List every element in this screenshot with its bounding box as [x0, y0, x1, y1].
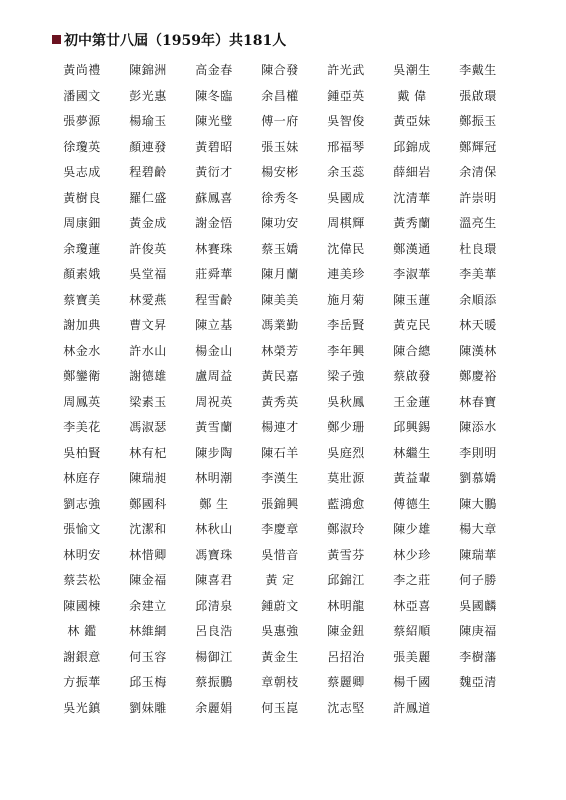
student-name: 鄭淑玲 — [327, 522, 365, 536]
student-name: 鍾亞英 — [327, 88, 365, 103]
student-name: 余麗娟 — [195, 700, 233, 715]
student-name: 楊御江 — [195, 649, 233, 664]
student-name: 馮業勤 — [261, 318, 299, 332]
student-name: 吳潮生 — [393, 63, 431, 77]
student-name: 陳玉蓮 — [393, 292, 431, 307]
student-name: 周棋輝 — [327, 216, 365, 230]
student-name: 李岳賢 — [327, 318, 365, 332]
student-name: 黃 定 — [265, 573, 295, 587]
student-name: 謝德雄 — [129, 369, 167, 383]
student-name: 楊連才 — [261, 420, 299, 434]
student-name: 黃秀蘭 — [393, 216, 431, 230]
student-name: 傅德生 — [393, 496, 431, 511]
student-name: 溫亮生 — [459, 216, 497, 230]
student-name: 陳合總 — [393, 343, 431, 358]
student-name: 章朝枝 — [261, 675, 299, 689]
student-name: 高金春 — [195, 63, 233, 77]
student-name: 吳智俊 — [327, 114, 365, 128]
student-name: 余建立 — [129, 598, 167, 613]
student-name: 黃碧昭 — [195, 139, 233, 154]
student-name: 林 鑑 — [67, 624, 97, 638]
student-name: 黃秀英 — [261, 394, 299, 409]
student-name: 林金水 — [63, 343, 101, 358]
student-name: 謝加典 — [63, 318, 101, 332]
student-name: 李則明 — [459, 445, 497, 460]
student-name: 鄭漢通 — [393, 241, 431, 256]
student-name: 施月菊 — [327, 292, 365, 307]
student-name: 鄭慶裕 — [459, 369, 497, 383]
student-name: 彭光惠 — [129, 88, 167, 103]
student-name: 張錦興 — [261, 496, 299, 511]
student-name: 邱清泉 — [195, 598, 233, 613]
student-name: 黃亞妹 — [393, 114, 431, 128]
student-name: 陳庚福 — [459, 624, 497, 638]
student-name: 莊舜華 — [195, 267, 233, 281]
student-name: 張美麗 — [393, 649, 431, 664]
student-name: 吳庭烈 — [327, 445, 365, 460]
student-name: 蔡啟發 — [393, 369, 431, 383]
student-name: 陳添水 — [459, 420, 497, 434]
student-name: 吳志成 — [63, 165, 101, 179]
student-name: 吳惜音 — [261, 547, 299, 562]
student-name: 周鳳英 — [63, 394, 101, 409]
student-name: 鄭國科 — [129, 496, 167, 511]
student-name: 蔡玉嬌 — [261, 241, 299, 256]
student-name: 黃金成 — [129, 216, 167, 230]
student-name: 林有杞 — [129, 445, 167, 460]
student-name: 馮淑瑟 — [129, 420, 167, 434]
student-name: 楊金山 — [195, 343, 233, 358]
student-name: 林庭存 — [63, 471, 101, 485]
student-name: 顏素娥 — [63, 267, 101, 281]
student-name: 余清保 — [459, 165, 497, 179]
student-name: 何玉崑 — [261, 700, 299, 715]
student-name: 鍾蔚文 — [261, 598, 299, 613]
student-name: 黃益輩 — [393, 471, 431, 485]
student-name: 沈清華 — [393, 190, 431, 205]
student-name: 林賽珠 — [195, 241, 233, 256]
student-name: 陳石羊 — [261, 445, 299, 460]
student-name: 陳少雄 — [393, 522, 431, 536]
student-name: 張夢源 — [63, 114, 101, 128]
student-name: 林繼生 — [393, 445, 431, 460]
student-name: 黃民嘉 — [261, 369, 299, 383]
student-name: 陳金鈕 — [327, 624, 365, 638]
student-name: 蘇鳳喜 — [195, 190, 233, 205]
page-title — [52, 30, 286, 52]
student-name: 邱錦成 — [393, 139, 431, 154]
student-name: 呂招治 — [327, 649, 365, 664]
student-name: 鄭振玉 — [459, 114, 497, 128]
student-name: 邱錦江 — [327, 573, 365, 587]
student-name: 李年興 — [327, 343, 365, 358]
student-name: 黃金生 — [261, 649, 299, 664]
student-name: 劉志強 — [63, 496, 101, 511]
student-name: 楊大章 — [459, 522, 497, 536]
student-name: 王金蓮 — [393, 394, 431, 409]
student-name: 陳瑞昶 — [129, 471, 167, 485]
student-name: 李樹藩 — [459, 649, 497, 664]
student-name: 楊瑜玉 — [129, 114, 167, 128]
student-name: 張啟環 — [459, 88, 497, 103]
student-name: 邱興錫 — [393, 420, 431, 434]
student-name: 顏連發 — [129, 139, 167, 154]
student-name: 沈潔和 — [129, 522, 167, 536]
student-name: 許崇明 — [459, 190, 497, 205]
student-name: 潘國文 — [63, 88, 101, 103]
student-name: 林明龍 — [327, 598, 365, 613]
student-name: 余瓊蓮 — [63, 241, 101, 256]
student-name: 傅一府 — [261, 114, 299, 128]
student-name: 許光武 — [327, 63, 365, 77]
student-name: 鄭輝冠 — [459, 139, 497, 154]
student-name: 薛細岩 — [393, 165, 431, 179]
student-name: 楊千國 — [393, 675, 431, 689]
student-name: 黃雪芬 — [327, 547, 365, 562]
student-name: 林天暖 — [459, 318, 497, 332]
student-name: 黃尚禮 — [63, 63, 101, 77]
student-name: 林榮芳 — [261, 343, 299, 358]
student-name: 周康鈿 — [63, 216, 101, 230]
student-name: 李淑華 — [393, 267, 431, 281]
student-name: 蔡麗卿 — [327, 675, 365, 689]
student-name: 鄭少珊 — [327, 420, 365, 434]
student-name: 藍鴻愈 — [327, 496, 365, 511]
student-name: 林亞喜 — [393, 598, 431, 613]
student-name: 何子勝 — [459, 573, 497, 587]
student-name: 陳冬臨 — [195, 88, 233, 103]
student-name: 謝銀意 — [63, 649, 101, 664]
student-name: 謝金悟 — [195, 216, 233, 230]
student-name: 林明安 — [63, 547, 101, 562]
student-name: 何玉容 — [129, 649, 167, 664]
student-name: 陳金福 — [129, 573, 167, 587]
student-name: 陳國棟 — [63, 598, 101, 613]
student-name: 沈偉民 — [327, 241, 365, 256]
student-name: 呂良浩 — [195, 624, 233, 638]
student-name: 陳漢林 — [459, 343, 497, 358]
student-name: 余順添 — [459, 292, 497, 307]
student-name: 林維網 — [129, 624, 167, 638]
student-name: 林惜卿 — [129, 547, 167, 562]
student-name: 陳功安 — [261, 216, 299, 230]
student-name: 李美華 — [459, 267, 497, 281]
student-name: 吳國麟 — [459, 598, 497, 613]
student-name: 林春寶 — [459, 394, 497, 409]
student-name: 余昌權 — [261, 88, 299, 103]
student-name: 黃克民 — [393, 318, 431, 332]
student-name: 許鳳道 — [393, 700, 431, 715]
student-name: 邢福琴 — [327, 139, 365, 154]
student-name: 陳月蘭 — [261, 267, 299, 281]
student-name: 陳喜君 — [195, 573, 233, 587]
student-name: 蔡寶美 — [63, 292, 101, 307]
student-name: 梁素玉 — [129, 394, 167, 409]
student-name: 程碧齡 — [129, 165, 167, 179]
student-name: 陳瑞華 — [459, 547, 497, 562]
student-name: 吳光鎮 — [63, 700, 101, 715]
student-name: 羅仁盛 — [129, 190, 167, 205]
student-name: 吳柏賢 — [63, 445, 101, 460]
student-name: 陳立基 — [195, 318, 233, 332]
student-name: 盧周益 — [195, 369, 233, 383]
student-name: 陳美美 — [261, 292, 299, 307]
student-name: 李戴生 — [459, 63, 497, 77]
student-name: 周祝英 — [195, 394, 233, 409]
student-name: 李慶章 — [261, 522, 299, 536]
student-name: 吳秋鳳 — [327, 394, 365, 409]
student-name: 曹文昇 — [129, 318, 167, 332]
student-name: 陳大鵬 — [459, 496, 497, 511]
student-name: 劉慕嬌 — [459, 471, 497, 485]
student-name: 鄭 生 — [199, 496, 229, 511]
student-name: 林明潮 — [195, 471, 233, 485]
student-name: 黃樹良 — [63, 190, 101, 205]
student-name: 梁子強 — [327, 369, 365, 383]
square-bullet-icon — [52, 35, 61, 44]
student-name: 魏亞清 — [459, 675, 497, 689]
student-name: 劉妹雕 — [129, 700, 167, 715]
student-name: 連美珍 — [327, 267, 365, 281]
student-name: 林秋山 — [195, 522, 233, 536]
student-name: 吳惠強 — [261, 624, 299, 638]
student-name: 黃雪蘭 — [195, 420, 233, 434]
student-name: 邱玉梅 — [129, 675, 167, 689]
student-name: 陳錦洲 — [129, 63, 167, 77]
student-name: 吳國成 — [327, 190, 365, 205]
student-name: 許俊英 — [129, 241, 167, 256]
student-name: 李漢生 — [261, 471, 299, 485]
student-name: 馮寶珠 — [195, 547, 233, 562]
student-name: 沈志堅 — [327, 700, 365, 715]
student-name: 莫壯源 — [327, 471, 365, 485]
student-name: 林愛燕 — [129, 292, 167, 307]
student-name: 徐瓊英 — [63, 139, 101, 154]
student-name: 張玉妹 — [261, 139, 299, 154]
student-name: 陳光璧 — [195, 114, 233, 128]
student-name: 李美花 — [63, 420, 101, 434]
student-name: 蔡振鵬 — [195, 675, 233, 689]
student-name: 李之莊 — [393, 573, 431, 587]
student-name: 黃衍才 — [195, 165, 233, 179]
student-name: 陳步陶 — [195, 445, 233, 460]
student-name: 方振華 — [63, 675, 101, 689]
student-name: 楊安彬 — [261, 165, 299, 179]
student-name: 陳合發 — [261, 63, 299, 77]
student-name: 蔡紹順 — [393, 624, 431, 638]
student-name: 林少珍 — [393, 547, 431, 562]
student-name: 鄭鑾衛 — [63, 369, 101, 383]
student-name: 吳堂福 — [129, 267, 167, 281]
student-name: 程雪齡 — [195, 292, 233, 307]
student-name: 戴 偉 — [397, 88, 427, 103]
student-name: 許水山 — [129, 343, 167, 358]
student-name: 余玉蕊 — [327, 165, 365, 179]
names-grid — [49, 58, 511, 721]
title-text: 初中第廿八屆（1959年）共181人 — [64, 33, 287, 49]
student-name: 杜良環 — [459, 241, 497, 256]
student-name: 張愉文 — [63, 522, 101, 536]
student-name: 徐秀冬 — [261, 190, 299, 205]
student-name: 蔡芸松 — [63, 573, 101, 587]
